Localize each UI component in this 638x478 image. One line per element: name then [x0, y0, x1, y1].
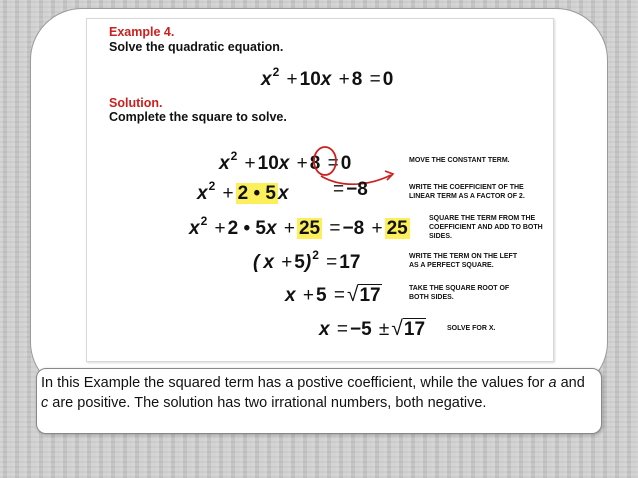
caption-text: are positive. The solution has two irrational numbers, both negative.	[48, 395, 487, 411]
step-paren: (	[253, 252, 260, 273]
step-var: x	[278, 153, 290, 174]
step-var: x	[189, 218, 200, 239]
note-line: WRITE THE COEFFICIENT OF THE	[409, 184, 524, 191]
step-const: 5	[315, 285, 327, 306]
sqrt-radical: √17	[391, 317, 426, 340]
note-line: MOVE THE CONSTANT TERM.	[409, 157, 510, 164]
step-var: x	[263, 252, 274, 273]
note-line: SIDES.	[429, 233, 452, 240]
eq-exponent: 2	[272, 65, 280, 79]
step-op: +	[222, 183, 234, 204]
step-coef: 10	[257, 153, 279, 174]
step-op: +	[281, 252, 293, 273]
step-equals: =	[326, 252, 338, 273]
eq-coef: 10	[299, 69, 321, 90]
caption-var-c: c	[41, 395, 49, 411]
step-var: x	[285, 285, 296, 306]
example-prompt: Solve the quadratic equation.	[109, 40, 284, 54]
step-radicand: 17	[359, 285, 381, 306]
eq-op: +	[338, 69, 350, 90]
step-paren: )	[304, 252, 312, 273]
note-line: BOTH SIDES.	[409, 294, 454, 301]
step-radicand: 17	[403, 319, 426, 340]
step-6-note	[447, 324, 496, 333]
note-line: AS A PERFECT SQUARE.	[409, 262, 494, 269]
step-coef: 2 • 5	[227, 218, 266, 239]
step-4-math	[253, 248, 360, 274]
caption-var-a: a	[548, 375, 557, 391]
note-line: WRITE THE TERM ON THE LEFT	[409, 253, 518, 260]
step-rhs: −8	[346, 179, 368, 200]
step-exponent: 2	[230, 149, 238, 163]
step-var: x	[319, 319, 330, 340]
step-const: 5	[294, 252, 305, 273]
step-var: x	[278, 183, 289, 204]
sqrt-radical: √17	[346, 283, 381, 306]
step-equals: =	[327, 153, 339, 174]
eq-rhs: 0	[382, 69, 394, 90]
step-2-math	[197, 179, 289, 205]
eq-const: 8	[351, 69, 363, 90]
step-4-note	[409, 252, 517, 270]
step-5-note	[409, 284, 509, 302]
step-coef-highlight: 2 • 5	[237, 183, 276, 204]
step-6-math	[319, 317, 426, 341]
step-3-note	[429, 214, 543, 241]
step-op: +	[214, 218, 226, 239]
step-3-math	[189, 214, 410, 240]
eq-op: +	[286, 69, 298, 90]
step-equals: =	[336, 319, 348, 340]
solution-heading: Solution.	[109, 96, 163, 110]
slide-image	[86, 18, 554, 362]
eq-var: x	[261, 69, 272, 90]
step-rhs: 0	[340, 153, 352, 174]
step-var: x	[219, 153, 230, 174]
step-op: +	[302, 285, 314, 306]
step-equals: =	[333, 285, 345, 306]
step-rhs: −8	[342, 218, 365, 239]
step-add-highlight: 25	[386, 218, 408, 239]
step-5-math	[285, 283, 382, 307]
step-op: +	[371, 218, 383, 239]
step-add-highlight: 25	[298, 218, 321, 239]
given-equation	[261, 65, 393, 91]
eq-var: x	[320, 69, 332, 90]
step-exponent: 2	[208, 179, 216, 193]
note-line: SQUARE THE TERM FROM THE	[429, 215, 536, 222]
note-line: TAKE THE SQUARE ROOT OF	[409, 285, 510, 292]
example-heading: Example 4.	[109, 25, 175, 39]
note-line: SOLVE FOR X.	[447, 325, 496, 332]
step-var: x	[197, 183, 208, 204]
solution-prompt: Complete the square to solve.	[109, 110, 287, 124]
step-2-rhs	[331, 179, 368, 201]
eq-equals: =	[369, 69, 381, 90]
caption-text: and	[556, 375, 585, 391]
step-const-circled: 8	[309, 153, 321, 174]
step-equals: =	[333, 179, 345, 200]
step-exponent: 2	[200, 214, 208, 228]
step-var: x	[266, 218, 277, 239]
step-op: +	[296, 153, 308, 174]
step-1-note	[409, 156, 510, 165]
note-line: LINEAR TERM AS A FACTOR OF 2.	[409, 193, 525, 200]
step-plus-minus: ±	[378, 319, 390, 340]
step-equals: =	[329, 218, 341, 239]
step-exponent: 2	[312, 248, 319, 262]
step-2-note	[409, 183, 525, 201]
step-op: +	[283, 218, 295, 239]
caption-box	[36, 368, 602, 434]
step-const: −5	[349, 319, 372, 340]
step-rhs: 17	[339, 252, 361, 273]
caption-text: In this Example the squared term has a postive coefficient, while the values for	[41, 375, 549, 391]
step-op: +	[244, 153, 256, 174]
note-line: COEFFICIENT AND ADD TO BOTH	[429, 224, 543, 231]
